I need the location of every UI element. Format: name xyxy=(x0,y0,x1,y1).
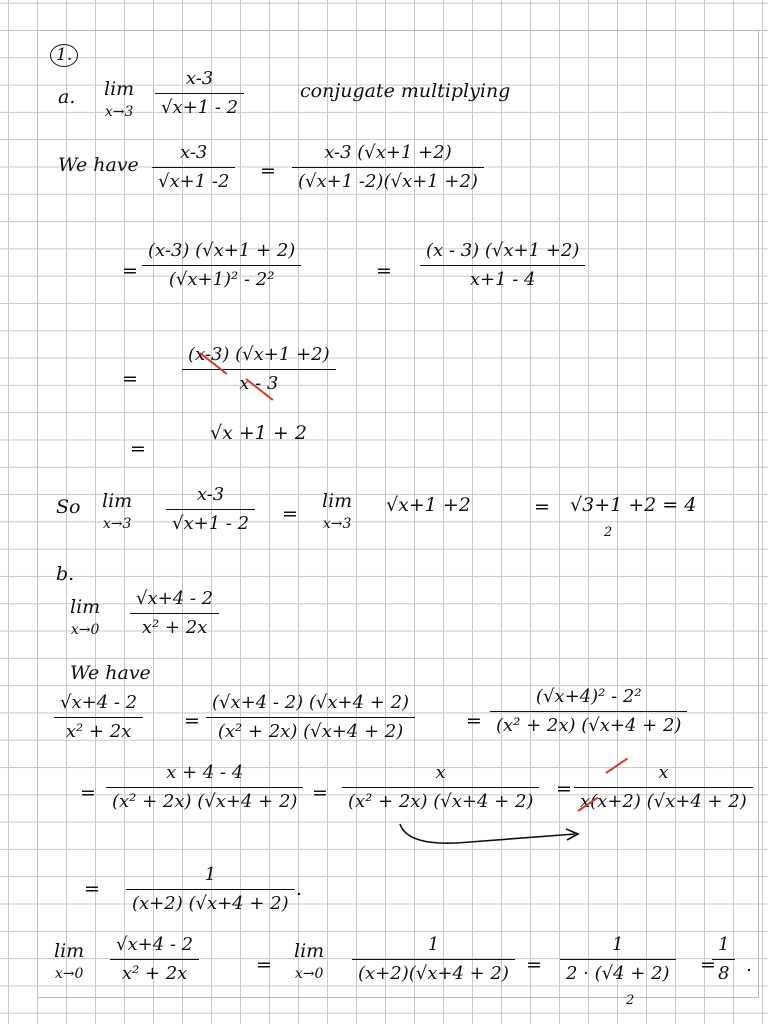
part-b-step1-eq: = xyxy=(184,710,200,732)
part-b-step2-c: x x(x+2) (√x+4 + 2) xyxy=(574,762,753,812)
part-b-step3: 1 (x+2) (√x+4 + 2) xyxy=(126,864,295,914)
part-a-step1-eq: = xyxy=(260,160,276,182)
part-a-step2-eq2: = xyxy=(376,260,392,282)
part-a-conclusion-eq: = xyxy=(282,503,298,525)
part-a-conclusion-limit2: lim x→3 xyxy=(322,490,353,532)
part-a-conclusion-value: √3+1 +2 = 4 xyxy=(570,494,697,516)
part-a-we-have: We have xyxy=(58,154,139,176)
part-b-step1-lhs: √x+4 - 2 x² + 2x xyxy=(54,692,143,742)
part-b-we-have: We have xyxy=(70,662,151,684)
part-b-final-fraction: √x+4 - 2 x² + 2x xyxy=(110,934,199,984)
part-a-step3-eq: = xyxy=(122,368,138,390)
part-b-step2-eq3: = xyxy=(556,778,572,800)
part-a-conclusion-limit: lim x→3 xyxy=(102,490,133,532)
part-a-step4-expr: √x +1 + 2 xyxy=(210,422,307,444)
part-b-final-eq3: = xyxy=(700,954,716,976)
part-b-final-answer: 1 8 xyxy=(712,934,735,984)
part-b-final-eq2: = xyxy=(526,954,542,976)
part-b-step1-eq2: = xyxy=(466,710,482,732)
part-b-label: b. xyxy=(56,563,75,585)
part-a-step4-eq: = xyxy=(130,438,146,460)
part-b-final-r: 1 2 · (√4 + 2) xyxy=(560,934,676,984)
part-b-limit: lim x→0 xyxy=(70,596,101,638)
part-a-limit: lim x→3 xyxy=(104,78,135,120)
part-a-step2-b: (x - 3) (√x+1 +2) x+1 - 4 xyxy=(420,240,585,290)
part-a-step1-lhs: x-3 √x+1 -2 xyxy=(152,142,235,192)
part-b-step3-period: . xyxy=(296,878,303,900)
part-b-step2-a: x + 4 - 4 (x² + 2x) (√x+4 + 2) xyxy=(106,762,303,812)
problem-number: 1. xyxy=(50,44,78,67)
part-b-step2-b: x (x² + 2x) (√x+4 + 2) xyxy=(342,762,539,812)
part-b-step1-rhs: (√x+4)² - 2² (x² + 2x) (√x+4 + 2) xyxy=(490,686,687,736)
part-b-step1-mid: (√x+4 - 2) (√x+4 + 2) (x² + 2x) (√x+4 + 2) xyxy=(206,692,415,742)
part-a-conclusion-eq2: = xyxy=(534,496,550,518)
part-a-conclusion-expr: √x+1 +2 xyxy=(386,494,471,516)
part-a-step3: (x-3) (√x+1 +2) x - 3 xyxy=(182,344,336,394)
part-b-final-mid: 1 (x+2)(√x+4 + 2) xyxy=(352,934,515,984)
part-b-function: √x+4 - 2 x² + 2x xyxy=(130,588,219,638)
part-b-step3-eq: = xyxy=(84,878,100,900)
part-a-so: So xyxy=(56,496,81,518)
part-a-label: a. xyxy=(58,86,76,108)
part-b-final-under-note: 2 xyxy=(626,993,635,1008)
part-b-step2-eq: = xyxy=(80,782,96,804)
part-a-function: x-3 √x+1 - 2 xyxy=(155,68,244,118)
part-a-note: conjugate multiplying xyxy=(300,80,511,102)
part-a-step2-a: (x-3) (√x+1 + 2) (√x+1)² - 2² xyxy=(142,240,301,290)
part-a-step1-rhs: x-3 (√x+1 +2) (√x+1 -2)(√x+1 +2) xyxy=(292,142,484,192)
part-b-final-limit2: lim x→0 xyxy=(294,940,325,982)
part-a-step2-eq: = xyxy=(122,260,138,282)
part-b-final-period: . xyxy=(746,954,753,976)
part-a-conclusion-under-note: 2 xyxy=(604,525,613,540)
part-b-step2-eq2: = xyxy=(312,782,328,804)
part-b-final-eq: = xyxy=(256,954,272,976)
part-a-conclusion-fraction: x-3 √x+1 - 2 xyxy=(166,484,255,534)
part-b-final-limit: lim x→0 xyxy=(54,940,85,982)
